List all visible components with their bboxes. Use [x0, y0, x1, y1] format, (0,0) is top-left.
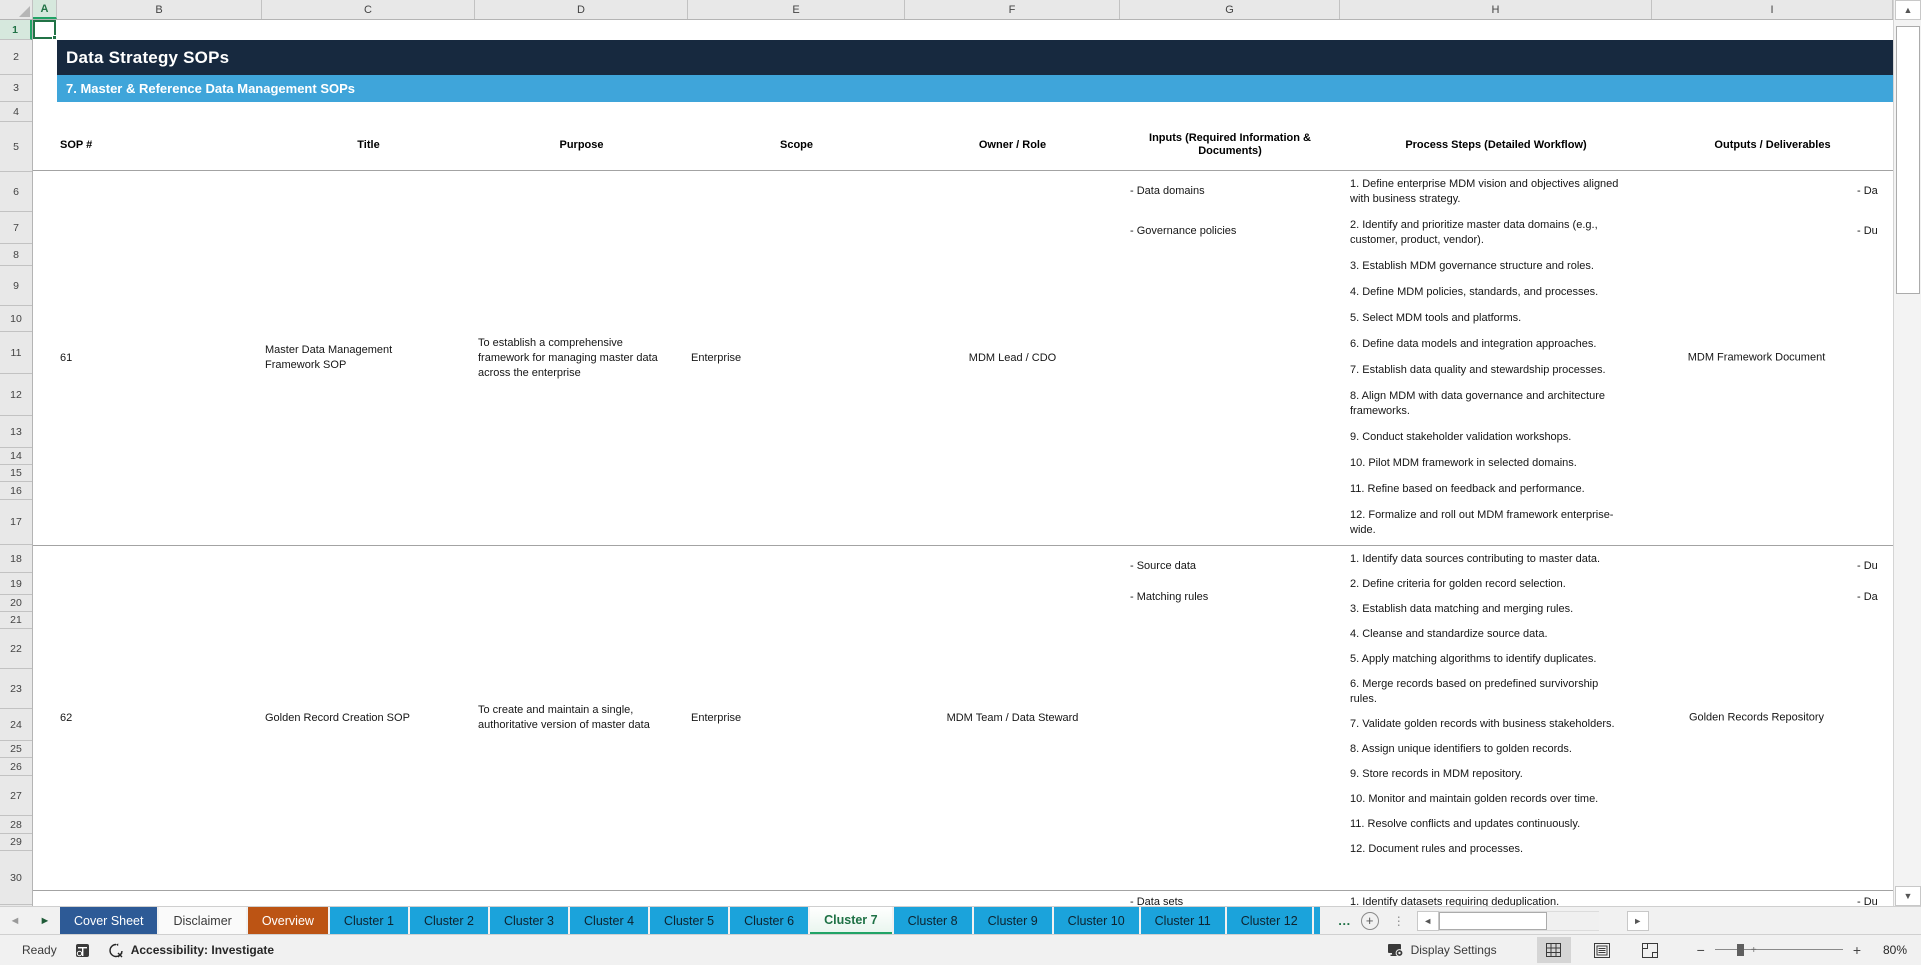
sheet-tab-cluster-7[interactable]: Cluster 7 [810, 907, 892, 934]
column-header-f[interactable]: F [905, 0, 1120, 19]
process-step: 7. Validate golden records with business stakeholders. [1350, 718, 1615, 730]
sheet-title: Data Strategy SOPs [66, 47, 230, 67]
scroll-left-icon[interactable]: ◄ [1417, 911, 1439, 931]
ready-status: Ready [22, 943, 57, 957]
tabs-scroll-left-icon[interactable]: ◄ [9, 914, 21, 927]
process-step: 1. Identify data sources contributing to master data. [1350, 553, 1601, 565]
tabbar-divider-dots[interactable]: ⋮ [1392, 913, 1405, 928]
select-all-corner[interactable] [0, 0, 33, 19]
clipped-next-column-text [1857, 891, 1893, 906]
clipped-fragment: - Du [1857, 560, 1878, 572]
process-step: 7. Establish data quality and stewardship processes. [1350, 364, 1606, 376]
sheet-tab-cluster-2[interactable]: Cluster 2 [410, 907, 488, 934]
clipped-fragment: - Da [1857, 591, 1878, 603]
row-header-10[interactable]: 10 [0, 306, 32, 332]
table-header-row [33, 120, 1893, 170]
column-title-process-steps-detailed-workflow: Process Steps (Detailed Workflow) [1405, 138, 1587, 151]
row-header-14[interactable]: 14 [0, 448, 32, 465]
sop-output: MDM Framework Document [1687, 351, 1826, 364]
macro-record-icon[interactable] [75, 943, 90, 958]
sop-steps-cell[interactable] [1340, 546, 1652, 890]
sheet-subtitle-bar [57, 75, 1893, 102]
clipped-fragment: - Du [1857, 896, 1878, 906]
row-header-7[interactable]: 7 [0, 212, 32, 244]
sop-number-cell[interactable] [57, 891, 262, 906]
row-header-6[interactable]: 6 [0, 172, 32, 212]
row-header-3[interactable]: 3 [0, 75, 32, 102]
sop-number-cell[interactable] [57, 171, 262, 545]
row-header-8[interactable]: 8 [0, 244, 32, 266]
sheet-tab-cluster-12[interactable]: Cluster 12 [1227, 907, 1312, 934]
column-title-purpose: Purpose [559, 138, 604, 151]
column-header-h[interactable]: H [1340, 0, 1652, 19]
scroll-down-icon[interactable]: ▼ [1895, 886, 1921, 906]
column-header-e[interactable]: E [688, 0, 905, 19]
zoom-100-notch: + [1750, 945, 1757, 956]
row-header-rail [0, 20, 33, 906]
sheet-canvas[interactable] [33, 20, 1893, 906]
process-step: 9. Conduct stakeholder validation workshops. [1350, 431, 1572, 443]
row-header-4[interactable]: 4 [0, 102, 32, 122]
new-sheet-button[interactable]: + [1361, 912, 1379, 930]
sop-purpose-cell[interactable] [475, 546, 688, 890]
process-step: 12. Document rules and processes. [1350, 843, 1524, 855]
display-settings-button[interactable] [1387, 942, 1497, 958]
tab-overflow-dots[interactable]: … [1337, 913, 1351, 928]
process-step: 6. Define data models and integration approaches. [1350, 338, 1597, 350]
row-header-20[interactable]: 20 [0, 595, 32, 612]
row-header-24[interactable]: 24 [0, 709, 32, 741]
sheet-title-bar [57, 40, 1893, 75]
input-item: - Source data [1130, 560, 1197, 572]
sop-title-cell[interactable] [262, 546, 475, 890]
normal-view-button[interactable] [1537, 937, 1571, 963]
zoom-level[interactable]: 80% [1882, 943, 1907, 957]
sheet-tab-cluster-11[interactable]: Cluster 11 [1141, 907, 1225, 934]
clipped-next-column-text [1857, 171, 1893, 264]
row-header-25[interactable]: 25 [0, 741, 32, 758]
input-item: - Matching rules [1130, 591, 1209, 603]
process-step: 9. Store records in MDM repository. [1350, 768, 1523, 780]
column-title-owner-role: Owner / Role [978, 138, 1047, 151]
process-step: 5. Select MDM tools and platforms. [1350, 312, 1522, 324]
process-step: 1. Define enterprise MDM vision and objectives aligned with business strategy. [1350, 178, 1619, 205]
scroll-right-icon[interactable]: ► [1627, 911, 1649, 931]
scroll-up-icon[interactable]: ▲ [1895, 0, 1921, 20]
sop-row-61 [33, 170, 1893, 545]
process-step: 1. Identify datasets requiring deduplication. [1350, 896, 1560, 906]
row-header-1[interactable]: 1 [0, 20, 32, 40]
display-settings-label: Display Settings [1410, 943, 1497, 957]
sop-inputs-cell[interactable] [1120, 546, 1340, 890]
sop-purpose-cell[interactable] [475, 891, 688, 906]
cell-col-a[interactable] [33, 546, 57, 890]
horizontal-scrollbar-thumb[interactable] [1439, 912, 1547, 930]
sop-scope-cell[interactable] [688, 546, 905, 890]
process-step: 8. Align MDM with data governance and architecture frameworks. [1350, 390, 1605, 417]
sop-title-cell[interactable] [262, 891, 475, 906]
page-layout-view-button[interactable] [1585, 937, 1619, 963]
process-step: 8. Assign unique identifiers to golden records. [1350, 743, 1572, 755]
sop-inputs-cell[interactable] [1120, 171, 1340, 545]
sheet-tab-cluster-10[interactable]: Cluster 10 [1054, 907, 1139, 934]
input-item: - Governance policies [1130, 225, 1237, 237]
sop-owner-cell[interactable] [905, 546, 1120, 890]
tabs-scroll-right-icon[interactable]: ► [39, 914, 51, 927]
sop-steps-cell[interactable] [1340, 171, 1652, 545]
sop-scope-cell[interactable] [688, 891, 905, 906]
active-cell-selection[interactable] [33, 20, 56, 39]
row-header-13[interactable]: 13 [0, 416, 32, 448]
column-header-strip [0, 0, 1921, 20]
clipped-fragment: - Da [1857, 185, 1878, 197]
zoom-slider-thumb[interactable] [1737, 944, 1744, 956]
clipped-tab-sliver[interactable] [1314, 907, 1320, 934]
process-step: 10. Monitor and maintain golden records over time. [1350, 793, 1599, 805]
sop-scope: Enterprise [691, 711, 742, 724]
sop-output: Golden Records Repository [1688, 711, 1825, 724]
process-step: 6. Merge records based on predefined survivorship rules. [1350, 678, 1599, 705]
column-title-outputs-deliverables: Outputs / Deliverables [1714, 138, 1831, 151]
sop-scope: Enterprise [691, 351, 742, 364]
sheet-tab-cover-sheet[interactable]: Cover Sheet [60, 907, 157, 934]
cell-col-a[interactable] [33, 891, 57, 906]
process-step: 5. Apply matching algorithms to identify duplicates. [1350, 653, 1597, 665]
row-header-29[interactable]: 29 [0, 834, 32, 851]
process-step: 4. Cleanse and standardize source data. [1350, 628, 1548, 640]
row-header-27[interactable]: 27 [0, 776, 32, 816]
horizontal-scrollbar-track[interactable] [1439, 911, 1599, 931]
process-step: 12. Formalize and roll out MDM framework enterprise-wide. [1350, 509, 1614, 536]
row-header-16[interactable]: 16 [0, 482, 32, 500]
process-step: 2. Identify and prioritize master data domains (e.g., customer, product, vendor). [1350, 219, 1598, 246]
sop-title-cell[interactable] [262, 171, 475, 545]
page-break-preview-button[interactable] [1633, 937, 1667, 963]
sop-owner-cell[interactable] [905, 171, 1120, 545]
clipped-fragment: - Du [1857, 225, 1878, 237]
status-bar [0, 934, 1921, 965]
sop-inputs-cell[interactable] [1120, 891, 1340, 906]
process-step: 10. Pilot MDM framework in selected domains. [1350, 457, 1577, 469]
cell-col-a[interactable] [33, 171, 57, 545]
row-header-22[interactable]: 22 [0, 629, 32, 669]
sop-number-cell[interactable] [57, 546, 262, 890]
sop-outputs-cell[interactable] [1652, 546, 1893, 890]
sop-owner-cell[interactable] [905, 891, 1120, 906]
sheet-tab-cluster-1[interactable]: Cluster 1 [330, 907, 408, 934]
column-title-sop: SOP # [60, 138, 93, 151]
select-all-triangle [19, 6, 30, 17]
column-header-a[interactable]: A [33, 0, 57, 19]
sheet-tab-disclaimer[interactable]: Disclaimer [159, 907, 245, 934]
sop-purpose: To establish a comprehensive framework for managing master data across the enterprise [478, 336, 658, 379]
column-header-i[interactable]: I [1652, 0, 1893, 19]
sop-row-62 [33, 545, 1893, 890]
row-header-21[interactable]: 21 [0, 612, 32, 629]
sop-number: 62 [60, 711, 73, 724]
sop-number: 61 [60, 351, 73, 364]
row-header-2[interactable]: 2 [0, 40, 32, 75]
sheet-subtitle: 7. Master & Reference Data Management SOPs [66, 81, 355, 96]
display-settings-icon [1387, 942, 1405, 958]
sop-purpose-cell[interactable] [475, 171, 688, 545]
input-item: - Data sets [1130, 896, 1184, 906]
sop-row-partial [33, 890, 1893, 906]
accessibility-status[interactable]: Accessibility: Investigate [130, 943, 275, 957]
row-header-17[interactable]: 17 [0, 500, 32, 545]
column-header-c[interactable]: C [262, 0, 475, 19]
sheet-tab-cluster-3[interactable]: Cluster 3 [490, 907, 568, 934]
column-title-inputs-required-information-documents: Inputs (Required Information & Documents) [1149, 132, 1311, 157]
process-step: 3. Establish data matching and merging rules. [1350, 603, 1574, 615]
accessibility-icon [108, 943, 125, 958]
column-title-scope: Scope [779, 138, 813, 151]
sop-owner: MDM Lead / CDO [968, 351, 1057, 364]
sheet-tab-cluster-6[interactable]: Cluster 6 [730, 907, 808, 934]
sop-title: Master Data Management Framework SOP [265, 344, 393, 371]
sop-title: Golden Record Creation SOP [265, 711, 410, 724]
sheet-tab-cluster-4[interactable]: Cluster 4 [570, 907, 648, 934]
sheet-tab-cluster-8[interactable]: Cluster 8 [894, 907, 972, 934]
row-header-15[interactable]: 15 [0, 465, 32, 482]
row-header-19[interactable]: 19 [0, 573, 32, 595]
vertical-scrollbar[interactable] [1893, 0, 1921, 906]
process-step: 2. Define criteria for golden record selection. [1350, 578, 1566, 590]
row-header-11[interactable]: 11 [0, 332, 32, 374]
row-header-28[interactable]: 28 [0, 816, 32, 834]
column-header-d[interactable]: D [475, 0, 688, 19]
sop-scope-cell[interactable] [688, 171, 905, 545]
row-header-12[interactable]: 12 [0, 374, 32, 416]
sop-purpose: To create and maintain a single, authoritative version of master data [478, 704, 650, 731]
column-header-g[interactable]: G [1120, 0, 1340, 19]
input-item: - Data domains [1130, 185, 1205, 197]
zoom-slider[interactable] [1715, 943, 1843, 957]
sop-outputs-cell[interactable] [1652, 891, 1893, 906]
vertical-scrollbar-thumb[interactable] [1896, 26, 1920, 294]
sop-owner: MDM Team / Data Steward [946, 711, 1079, 724]
clipped-next-column-text [1857, 546, 1893, 621]
process-step: 11. Resolve conflicts and updates continuously. [1350, 818, 1581, 830]
zoom-out-icon[interactable]: − [1696, 942, 1705, 958]
process-step: 11. Refine based on feedback and performance. [1350, 483, 1585, 495]
row-header-18[interactable]: 18 [0, 545, 32, 573]
row-header-9[interactable]: 9 [0, 266, 32, 306]
column-header-b[interactable]: B [57, 0, 262, 19]
row-header-26[interactable]: 26 [0, 758, 32, 776]
row-header-23[interactable]: 23 [0, 669, 32, 709]
process-step: 3. Establish MDM governance structure and roles. [1350, 260, 1594, 272]
sheet-tab-cluster-5[interactable]: Cluster 5 [650, 907, 728, 934]
sheet-tab-cluster-9[interactable]: Cluster 9 [974, 907, 1052, 934]
column-title-title: Title [357, 138, 380, 151]
horizontal-scrollbar[interactable] [1417, 911, 1652, 931]
sop-outputs-cell[interactable] [1652, 171, 1893, 545]
sheet-tab-bar [0, 906, 1921, 934]
zoom-in-icon[interactable]: + [1852, 942, 1861, 958]
sop-steps-cell[interactable] [1340, 891, 1652, 906]
sheet-tab-overview[interactable]: Overview [248, 907, 328, 934]
row-header-5[interactable]: 5 [0, 122, 32, 172]
row-header-30[interactable]: 30 [0, 851, 32, 905]
process-step: 4. Define MDM policies, standards, and processes. [1350, 286, 1599, 298]
